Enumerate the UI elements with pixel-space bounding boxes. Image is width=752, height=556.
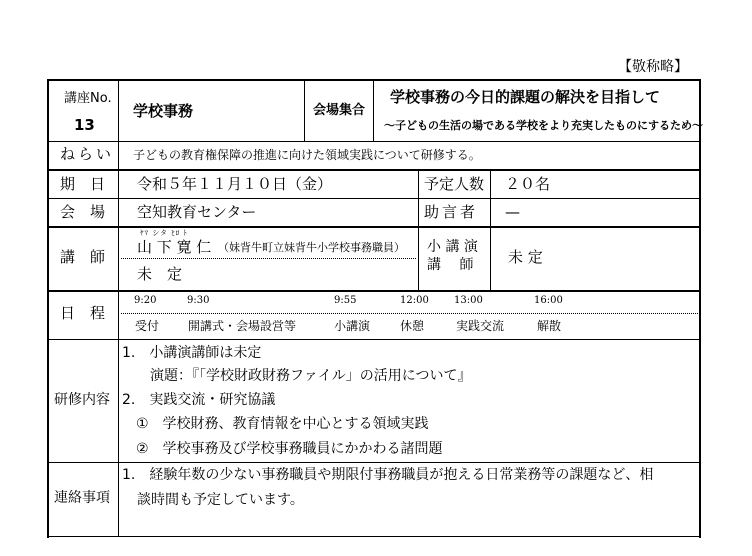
content-line: 1. 小講演講師は未定 — [122, 345, 262, 361]
schedule-event: 実践交流 — [456, 319, 505, 333]
venue-type: 会場集合 — [313, 103, 366, 118]
course-no: 13 — [74, 116, 95, 134]
content-line: ② 学校事務及び学校事務職員にかかわる諸問題 — [136, 441, 443, 457]
schedule-label: 日 程 — [60, 304, 106, 322]
lecturer-name: 山 下 寛 仁 — [137, 238, 212, 256]
aim-text: 子どもの教育権保障の推進に向けた領域実践について研修する。 — [133, 148, 481, 162]
schedule-event: 小講演 — [334, 319, 371, 333]
course-subtitle: ～子どもの生活の場である学校をより充実したものにするため～ — [384, 119, 703, 132]
course-name: 学校事務 — [133, 102, 194, 120]
date-value: 令和５年１１月１０日（金） — [137, 175, 333, 193]
venue-value: 空知教育センター — [137, 203, 257, 221]
schedule-time: 9:20 — [134, 295, 157, 306]
schedule-event: 解散 — [537, 319, 562, 333]
venue-label: 会 場 — [60, 203, 106, 221]
mini-lecturer-label-1: 小 講 演 — [427, 239, 478, 255]
content-label: 研修内容 — [54, 392, 110, 408]
aim-label: ねらい — [60, 145, 115, 163]
mini-lecturer-value: 未 定 — [508, 248, 543, 266]
content-line: 演題：『「学校財政財務ファイル」の活用について』 — [150, 368, 472, 384]
schedule-time: 9:55 — [334, 295, 357, 306]
lecturer-second: 未 定 — [137, 265, 183, 283]
content-line: 2. 実践交流・研究協議 — [122, 392, 276, 408]
assistant-value: — — [505, 203, 520, 221]
schedule-time: 9:30 — [187, 295, 210, 306]
lecturer-ruby: ﾔﾏ シタ ﾋﾛ ﾄ — [140, 229, 188, 237]
course-no-label: 講座No. — [64, 91, 112, 106]
content-line: ① 学校財務、教育情報を中心とする領域実践 — [136, 416, 429, 432]
schedule-time: 12:00 — [400, 295, 429, 306]
schedule-event: 開講式・会場設営等 — [188, 319, 297, 333]
capacity-value: ２０名 — [505, 175, 551, 193]
notes-line: 1. 経験年数の少ない事務職員や期限付事務職員が抱える日常業務等の課題など、相 — [122, 467, 654, 483]
mini-lecturer-label-2: 講 師 — [427, 257, 474, 273]
course-title: 学校事務の今日的課題の解決を目指して — [390, 88, 661, 106]
lecturer-label: 講 師 — [60, 248, 106, 266]
schedule-time: 13:00 — [454, 295, 483, 306]
lecturer-affiliation: （妹背牛町立妹背牛小学校事務職員） — [218, 241, 405, 254]
date-label: 期 日 — [60, 175, 106, 193]
schedule-time: 16:00 — [534, 295, 563, 306]
assistant-label: 助言者 — [424, 203, 479, 221]
honorific-note: 【敬称略】 — [618, 59, 688, 75]
schedule-event: 休憩 — [400, 319, 425, 333]
capacity-label: 予定人数 — [424, 175, 485, 193]
schedule-event: 受付 — [135, 319, 160, 333]
notes-line: 談時間も予定しています。 — [137, 492, 304, 508]
notes-label: 連絡事項 — [54, 490, 110, 506]
